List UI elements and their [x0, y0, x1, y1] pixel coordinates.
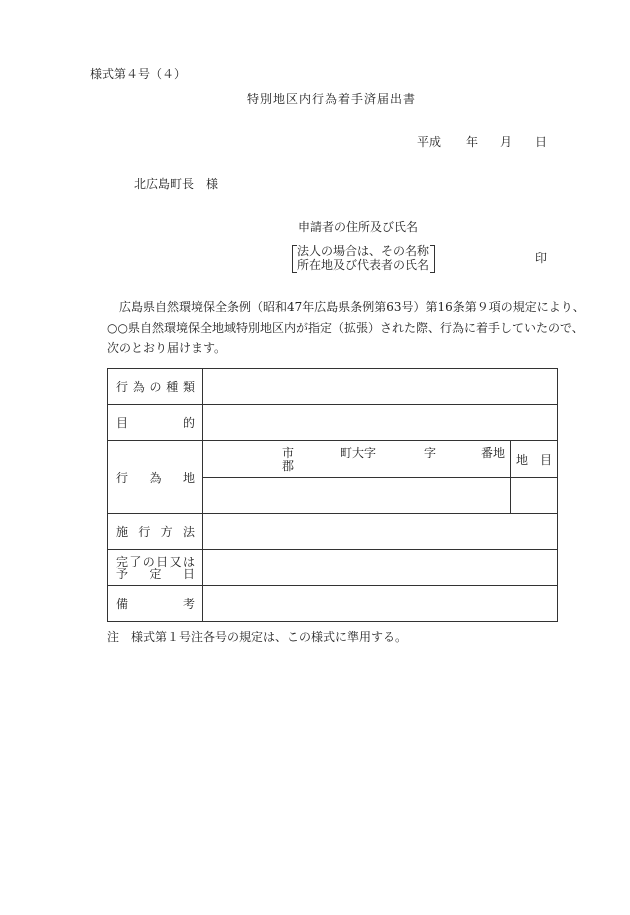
- row-action-type: [108, 369, 558, 405]
- body-line-1: 広島県自然環境保全条例（昭和47年広島県条例第63号）第16条第９項の規定により、: [119, 300, 585, 314]
- date-era: 平成: [417, 135, 442, 149]
- chimoku-label: 地 目: [515, 452, 552, 467]
- action-type-label: 行 為 の 種 類: [108, 369, 203, 405]
- purpose-label: 目 的: [108, 405, 203, 441]
- body-line-2: ○○県自然環境保全地域特別地区内が指定（拡張）された際、行為に着手していたので、: [107, 320, 584, 335]
- body-text: [107, 297, 585, 359]
- document-title: 特別地区内行為着手済届出書: [247, 92, 417, 106]
- remarks-field[interactable]: [203, 586, 558, 622]
- right-bracket: [430, 245, 435, 273]
- addressee: 北広島町長 様: [134, 177, 219, 191]
- remarks-label: 備 考: [108, 586, 203, 622]
- body-line-3: 次のとおり届けます。: [107, 341, 227, 355]
- date-day: 日: [535, 135, 548, 149]
- county-label: 郡: [282, 459, 295, 473]
- row-purpose: [108, 405, 558, 441]
- chimoku-header-cell: [511, 441, 558, 478]
- address-header-cell: [203, 441, 511, 478]
- form-number: 様式第４号（４）: [90, 67, 187, 81]
- location-label: 行 為 地: [108, 441, 203, 514]
- completion-date-field[interactable]: [203, 550, 558, 586]
- row-location-header: [108, 441, 558, 478]
- action-type-field[interactable]: [203, 369, 558, 405]
- city-label: 市: [282, 446, 295, 460]
- applicant-label: 申請者の住所及び氏名: [298, 220, 419, 234]
- row-method: [108, 514, 558, 550]
- footnote: 注 様式第１号注各号の規定は、この様式に準用する。: [107, 630, 408, 644]
- corporate-note-line2: 所在地及び代表者の氏名: [297, 258, 430, 272]
- address-field[interactable]: [203, 478, 511, 514]
- completion-date-label: 完 了 の 日 又 は 予 定 日: [108, 550, 203, 586]
- banchi-label: 番地: [481, 446, 506, 460]
- row-completion-date: [108, 550, 558, 586]
- row-remarks: [108, 586, 558, 622]
- aza-label: 字: [424, 446, 437, 460]
- chimoku-field[interactable]: [511, 478, 558, 514]
- town-label: 町大字: [340, 446, 377, 460]
- notification-table: [107, 368, 558, 622]
- corporate-note-line1: 法人の場合は、その名称: [297, 244, 430, 258]
- purpose-field[interactable]: [203, 405, 558, 441]
- method-field[interactable]: [203, 514, 558, 550]
- date-month: 月: [500, 135, 513, 149]
- date-year: 年: [466, 135, 479, 149]
- seal-mark: 印: [535, 251, 548, 265]
- method-label: 施 行 方 法: [108, 514, 203, 550]
